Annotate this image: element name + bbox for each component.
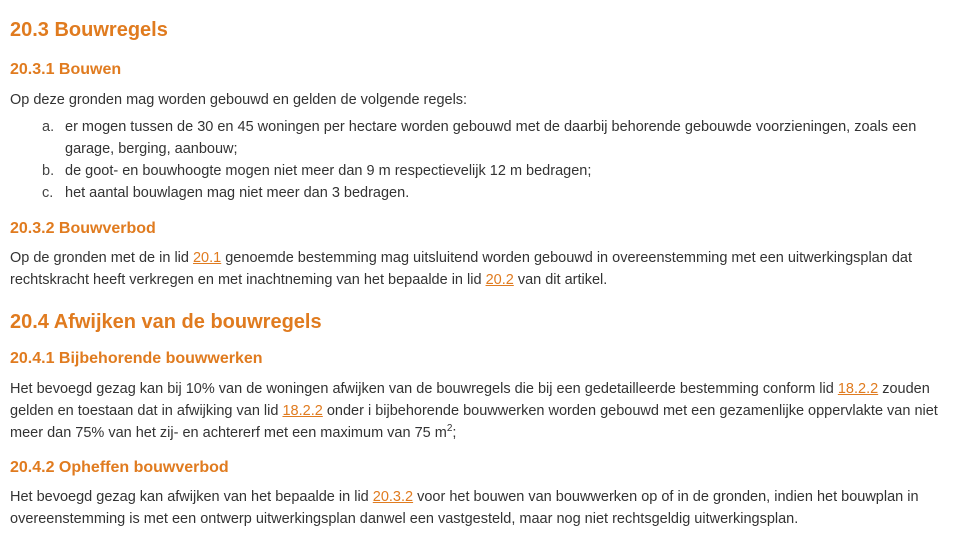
paragraph-text: genoemde bestemming mag uitsluitend worden gebouwd in overeenstemming met een uitwerkingsplan dat rechtskracht heeft verkregen en met inachtneming van het bepaalde in lid [10, 250, 912, 288]
list-item-text: het aantal bouwlagen mag niet meer dan 3 bedragen. [65, 185, 410, 201]
link-lid-20-2[interactable]: 20.2 [485, 272, 514, 288]
link-lid-18-2-2-second[interactable]: 18.2.2 [282, 403, 323, 419]
subsection-heading-20-4-2: 20.4.2 Opheffen bouwverbod [10, 459, 229, 476]
paragraph-text: voor het bouwen van bouwwerken op of in de gronden, indien het bouwplan in overeenstemming is met een ontwerp uitwerkingsplan danwel een vastgesteld, maar nog niet rechtsgeldig uitwerkingsplan. [10, 489, 919, 527]
paragraph-text: zouden gelden en toestaan dat in afwijking van lid [10, 381, 930, 419]
paragraph-text: Het bevoegd gezag kan bij 10% van de woningen afwijken van de bouwregels die bij een gedetailleerde bestemming conform lid [10, 381, 838, 397]
subsection-heading-20-3-1: 20.3.1 Bouwen [10, 61, 122, 78]
subsection-heading-20-3-2: 20.3.2 Bouwverbod [10, 220, 156, 237]
link-lid-20-1[interactable]: 20.1 [192, 250, 222, 266]
list-item [10, 182, 963, 204]
bouwverbod-paragraph [10, 247, 963, 291]
paragraph-text: Het bevoegd gezag kan afwijken van het bepaalde in lid [10, 489, 373, 505]
document-content [0, 18, 973, 530]
link-lid-18-2-2[interactable]: 18.2.2 [837, 381, 879, 397]
bijbehorende-bouwwerken-paragraph [10, 378, 963, 444]
paragraph-text: onder i bijbehorende bouwwerken worden gebouwd met een gezamenlijke oppervlakte van niet meer dan 75% van het zij- en achtererf met een maximum van 75 m [10, 403, 938, 441]
rules-list [10, 116, 963, 204]
paragraph-text: ; [452, 425, 457, 441]
list-marker: b. [42, 163, 55, 179]
subsection-heading-20-4-1: 20.4.1 Bijbehorende bouwwerken [10, 350, 263, 367]
opheffen-bouwverbod-paragraph [10, 486, 963, 530]
list-item-text: de goot- en bouwhoogte mogen niet meer dan 9 m respectievelijk 12 m bedragen; [65, 163, 592, 179]
list-marker: c. [42, 185, 54, 201]
list-marker: a. [42, 119, 55, 135]
list-item [10, 116, 963, 160]
paragraph-text: van dit artikel. [513, 272, 608, 288]
list-item-text: er mogen tussen de 30 en 45 woningen per hectare worden gebouwd met de daarbij behorende gebouwde voorzieningen, zoals een garage, berging, aanbouw; [65, 119, 917, 157]
intro-paragraph: Op deze gronden mag worden gebouwd en gelden de volgende regels: [10, 92, 468, 108]
link-lid-20-3-2[interactable]: 20.3.2 [372, 489, 414, 505]
paragraph-text: Op de gronden met de in lid [10, 250, 193, 266]
section-heading-20-3: 20.3 Bouwregels [10, 19, 168, 41]
superscript: 2 [446, 423, 453, 435]
section-heading-20-4: 20.4 Afwijken van de bouwregels [10, 311, 322, 333]
list-item [10, 160, 963, 182]
